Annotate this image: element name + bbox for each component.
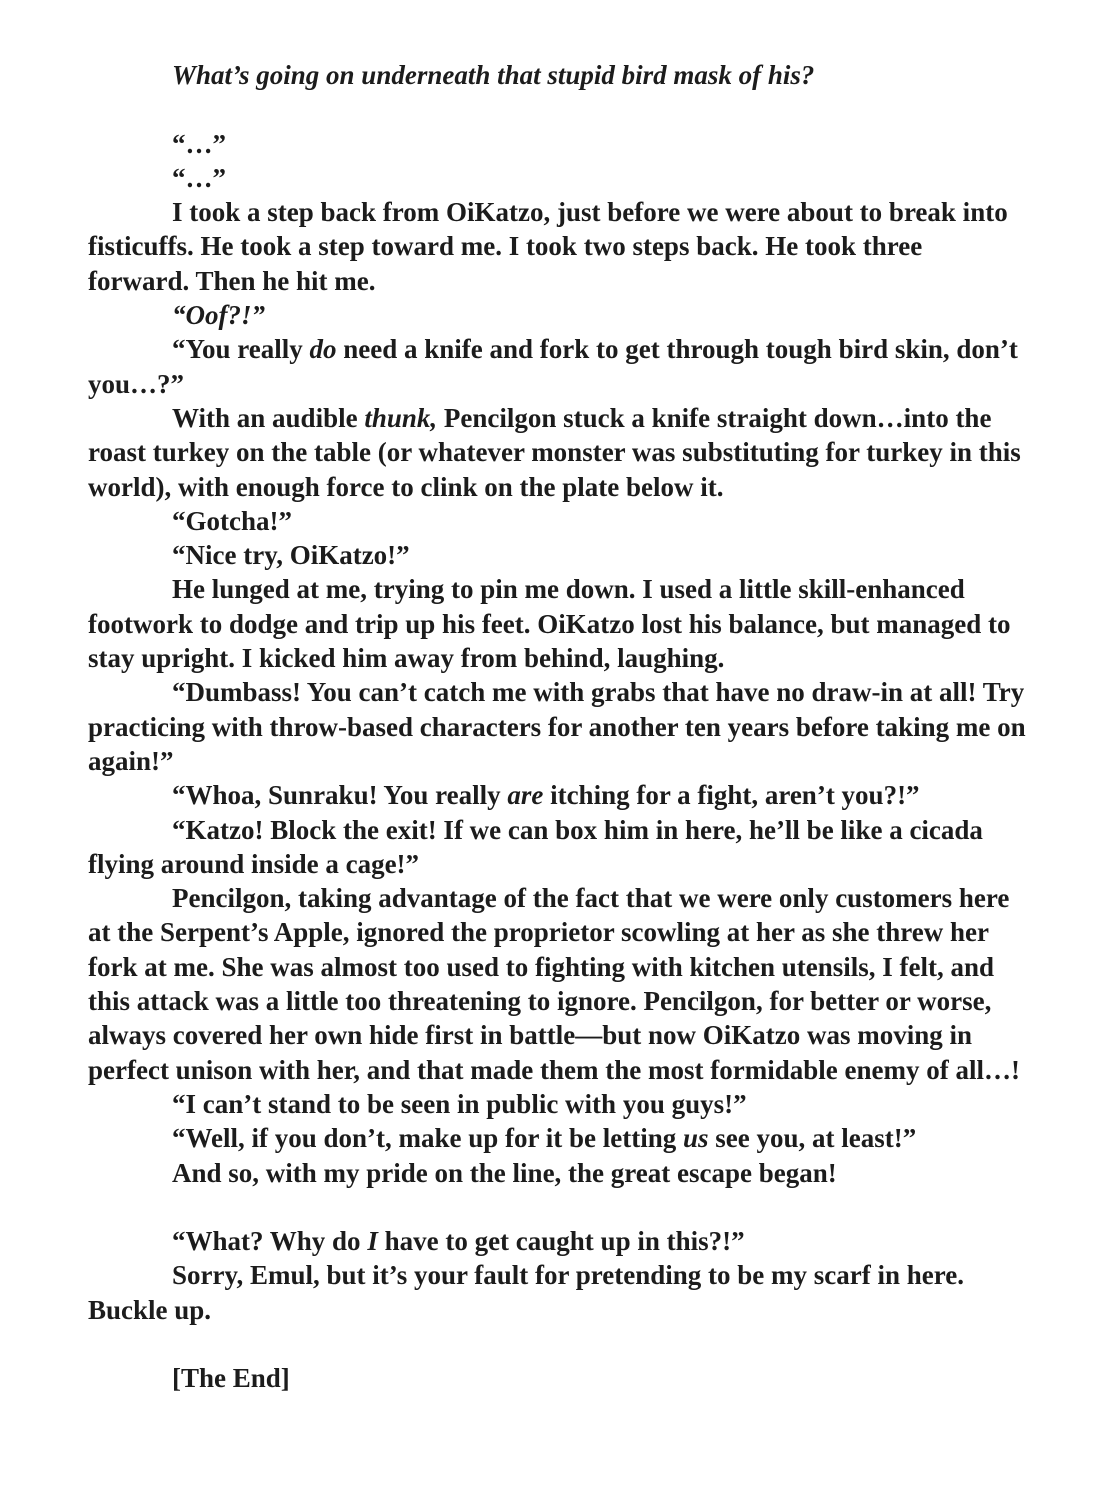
paragraph: [88, 1224, 1028, 1258]
text-run: “…”: [172, 162, 226, 193]
text-run: I took a step back from OiKatzo, just before we were about to break into fisticuffs. He took a step toward me. I took two steps back. He took three forward. Then he hit me.: [88, 197, 1008, 296]
paragraph: [88, 778, 1028, 812]
text-run: itching for a fight, aren’t you?!”: [543, 780, 920, 811]
italic-text: do: [309, 334, 337, 365]
paragraph: [88, 127, 1028, 161]
text-run: “Well, if you don’t, make up for it be letting: [172, 1123, 684, 1154]
paragraph: [88, 195, 1028, 298]
paragraph: [88, 813, 1028, 882]
paragraph: [88, 1156, 1028, 1190]
text-run: “Nice try, OiKatzo!”: [172, 540, 410, 571]
italic-text: “Oof?!”: [172, 300, 265, 331]
text-run: Sorry, Emul, but it’s your fault for pretending to be my scarf in here. Buckle up.: [88, 1260, 964, 1325]
text-run: With an audible: [172, 402, 365, 433]
text-run: Pencilgon, taking advantage of the fact that we were only customers here at the Serpent’s Apple, ignored the proprietor scowling at her as she threw her fork at me. She was almost too used to fighting with kitchen utensils, I felt, and this attack was a little too threatening to ignore. Pencilgon, for better or worse, always covered her own hide first in battle—but now OiKatzo was moving in perfect unison with her, and that made them the most formidable enemy of all…!: [88, 883, 1020, 1085]
paragraph: [88, 401, 1028, 504]
page-body: [88, 58, 1028, 1396]
text-run: He lunged at me, trying to pin me down. I used a little skill-enhanced footwork to dodge and trip up his feet. OiKatzo lost his balance, but managed to stay upright. I kicked him away from behind, laughing.: [88, 574, 1011, 674]
paragraph-gap: [88, 92, 1028, 126]
paragraph: [88, 572, 1028, 675]
italic-text: are: [507, 780, 544, 811]
text-run: see you, at least!”: [708, 1123, 917, 1154]
paragraph: [88, 1087, 1028, 1121]
paragraph: [88, 1361, 1028, 1395]
paragraph: [88, 538, 1028, 572]
paragraph: [88, 332, 1028, 401]
paragraph: [88, 58, 1028, 92]
text-run: “Dumbass! You can’t catch me with grabs that have no draw-in at all! Try practicing with throw-based characters for another ten years before taking me on again!”: [88, 677, 1026, 776]
paragraph: [88, 504, 1028, 538]
text-run: [The End]: [172, 1363, 290, 1394]
paragraph: [88, 1121, 1028, 1155]
text-run: And so, with my pride on the line, the great escape began!: [172, 1157, 837, 1188]
paragraph: [88, 161, 1028, 195]
text-run: “…”: [172, 128, 226, 159]
italic-text: thunk,: [364, 402, 438, 433]
text-run: “Whoa, Sunraku! You really: [172, 780, 508, 811]
italic-text: us: [683, 1123, 709, 1154]
text-run: “Gotcha!”: [172, 505, 292, 536]
text-run: “Katzo! Block the exit! If we can box him in here, he’ll be like a cicada flying around inside a cage!”: [88, 814, 983, 879]
text-run: have to get caught up in this?!”: [377, 1226, 745, 1257]
paragraph-gap: [88, 1190, 1028, 1224]
text-run: “You really: [172, 334, 310, 365]
paragraph-gap: [88, 1327, 1028, 1361]
text-run: Pencilgon stuck a knife straight down…into the roast turkey on the table (or whatever monster was substituting for turkey in this world), with enough force to clink on the plate below it.: [88, 402, 1021, 502]
paragraph: [88, 298, 1028, 332]
text-run: need a knife and fork to get through tough bird skin, don’t you…?”: [88, 334, 1018, 399]
text-run: “I can’t stand to be seen in public with you guys!”: [172, 1088, 747, 1119]
text-run: “What? Why do: [172, 1226, 368, 1257]
paragraph: [88, 1258, 1028, 1327]
italic-text: What’s going on underneath that stupid bird mask of his?: [172, 60, 815, 90]
italic-text: I: [367, 1226, 378, 1257]
paragraph: [88, 881, 1028, 1087]
paragraph: [88, 675, 1028, 778]
